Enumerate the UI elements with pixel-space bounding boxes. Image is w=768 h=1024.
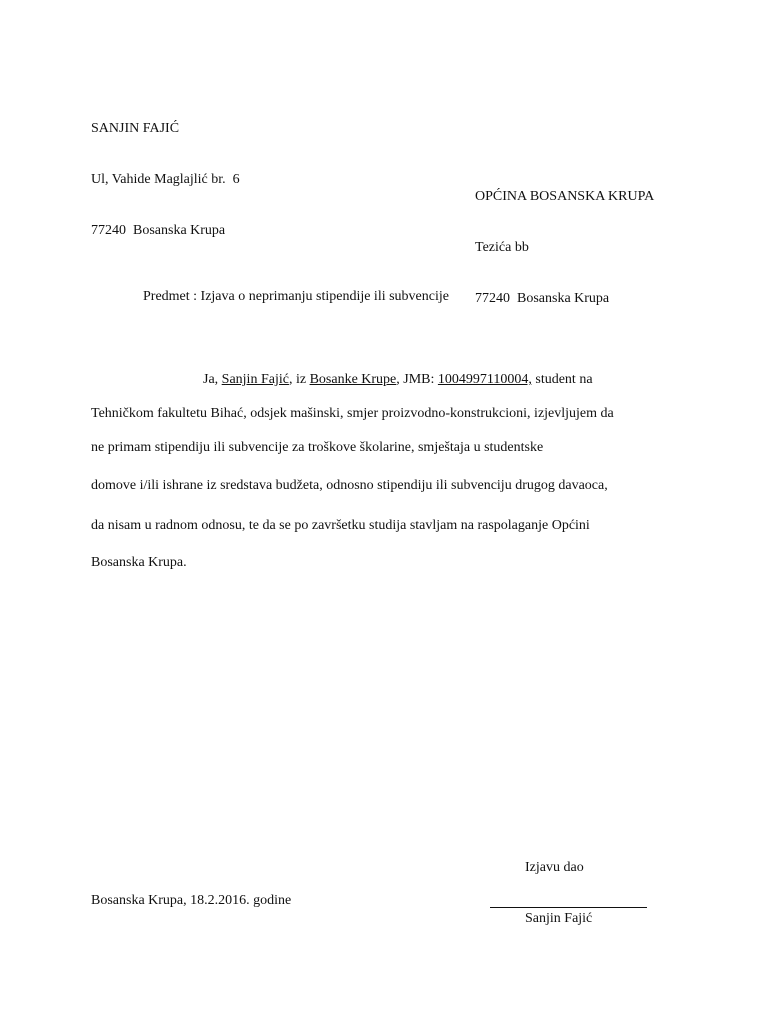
statement-intro: Ja, [203,372,222,387]
signature-line [490,907,647,908]
subject-line: Predmet : Izjava o neprimanju stipendije ili subvencije [143,289,449,304]
recipient-address: Tezića bb [475,240,529,255]
statement-line-6: Bosanska Krupa. [91,555,187,570]
sender-block [91,86,240,273]
signer-name: Sanjin Fajić [525,911,593,926]
place-and-date: Bosanska Krupa, 18.2.2016. godine [91,893,292,908]
statement-line-5: da nisam u radnom odnosu, te da se po završetku studija stavljam na raspolaganje Općini [91,518,590,533]
statement-line-1 [203,371,593,389]
sender-address: Ul, Vahide Maglajlić br. 6 [91,172,240,187]
recipient-city: 77240 Bosanska Krupa [475,291,610,306]
statement-after-name: , iz [288,372,310,387]
statement-line-2: Tehničkom fakultetu Bihać, odsjek mašinski, smjer proizvodno-konstrukcioni, izjevljujem da [91,406,614,421]
signature-label: Izjavu dao [525,860,584,875]
statement-after-jmb: student na [531,372,593,387]
sender-city: 77240 Bosanska Krupa [91,223,226,238]
statement-place: Bosanke Krupe [309,372,397,387]
statement-after-place: , JMB: [396,372,438,387]
statement-line-4: domove i/ili ishrane iz sredstava budžeta, odnosno stipendiju ili subvenciju drugog davaoca, [91,478,608,493]
statement-line-3: ne primam stipendiju ili subvencije za troškove školarine, smještaja u studentske [91,440,544,455]
sender-name: SANJIN FAJIĆ [91,121,180,136]
statement-jmb: 1004997110004, [437,372,532,387]
recipient-block [475,154,654,341]
statement-name: Sanjin Fajić [221,372,289,387]
recipient-name: OPĆINA BOSANSKA KRUPA [475,189,655,204]
